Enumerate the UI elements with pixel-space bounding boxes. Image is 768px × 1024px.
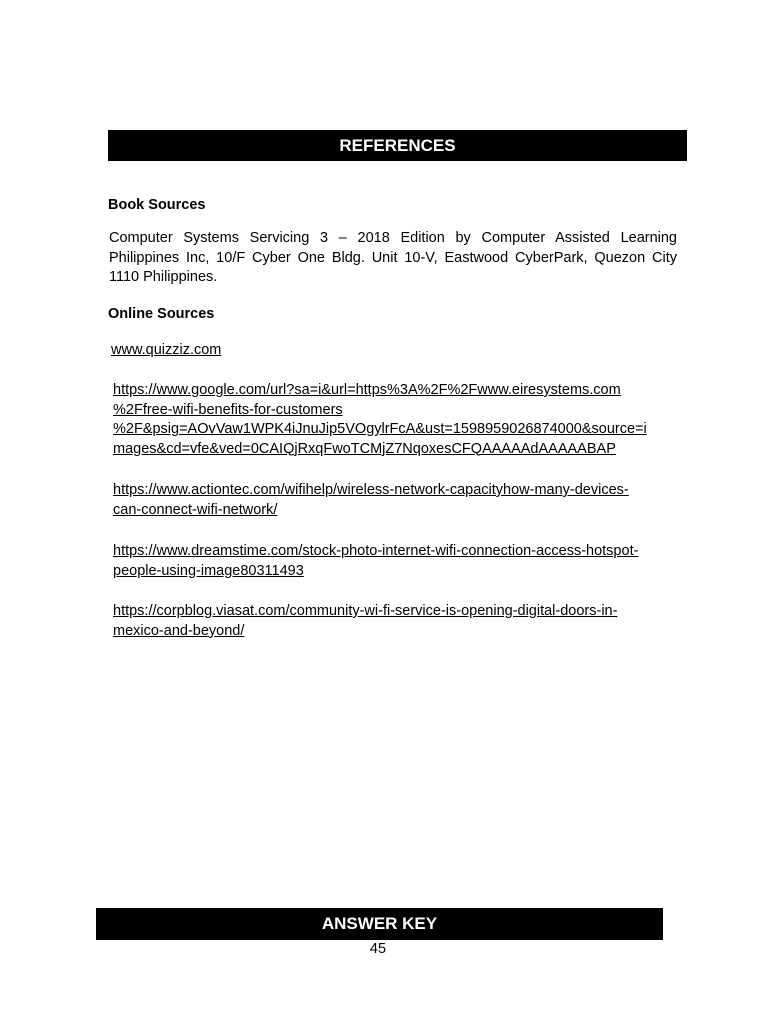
- online-source-link-dreamstime[interactable]: https://www.dreamstime.com/stock-photo-internet-wifi-connection-access-hotspot- people-using-image80311493: [113, 543, 639, 579]
- references-banner: [108, 130, 687, 161]
- book-sources-heading: Book Sources: [108, 197, 206, 213]
- answer-key-banner: [96, 908, 663, 940]
- references-title: REFERENCES: [339, 135, 456, 155]
- page-number: 45: [369, 941, 387, 957]
- online-sources-heading: Online Sources: [108, 306, 215, 322]
- online-source-link-quizziz[interactable]: www.quizziz.com: [111, 342, 222, 358]
- online-source-link-viasat[interactable]: https://corpblog.viasat.com/community-wi-fi-service-is-opening-digital-doors-in- mexico-and-beyond/: [113, 603, 618, 639]
- online-source-link-google[interactable]: https://www.google.com/url?sa=i&url=https%3A%2F%2Fwww.eiresystems.com %2Ffree-wifi-benefits-for-customers %2F&psig=AOvVaw1WPK4iJnuJip5VOgylrFcA&ust=1598959026874000&source=i mages&cd=vfe&ved=0CAIQjRxqFwoTCMjZ7NqoxesCFQAAAAAdAAAAABAP: [113, 382, 647, 457]
- book-source-entry: Computer Systems Servicing 3 – 2018 Edition by Computer Assisted Learning Philippines Inc, 10/F Cyber One Bldg. Unit 10-V, Eastwood CyberPark, Quezon City 1110 Philippines.: [109, 230, 677, 285]
- online-source-link-actiontec[interactable]: https://www.actiontec.com/wifihelp/wireless-network-capacityhow-many-devices- can-connect-wifi-network/: [113, 482, 629, 518]
- answer-key-title: ANSWER KEY: [321, 914, 438, 933]
